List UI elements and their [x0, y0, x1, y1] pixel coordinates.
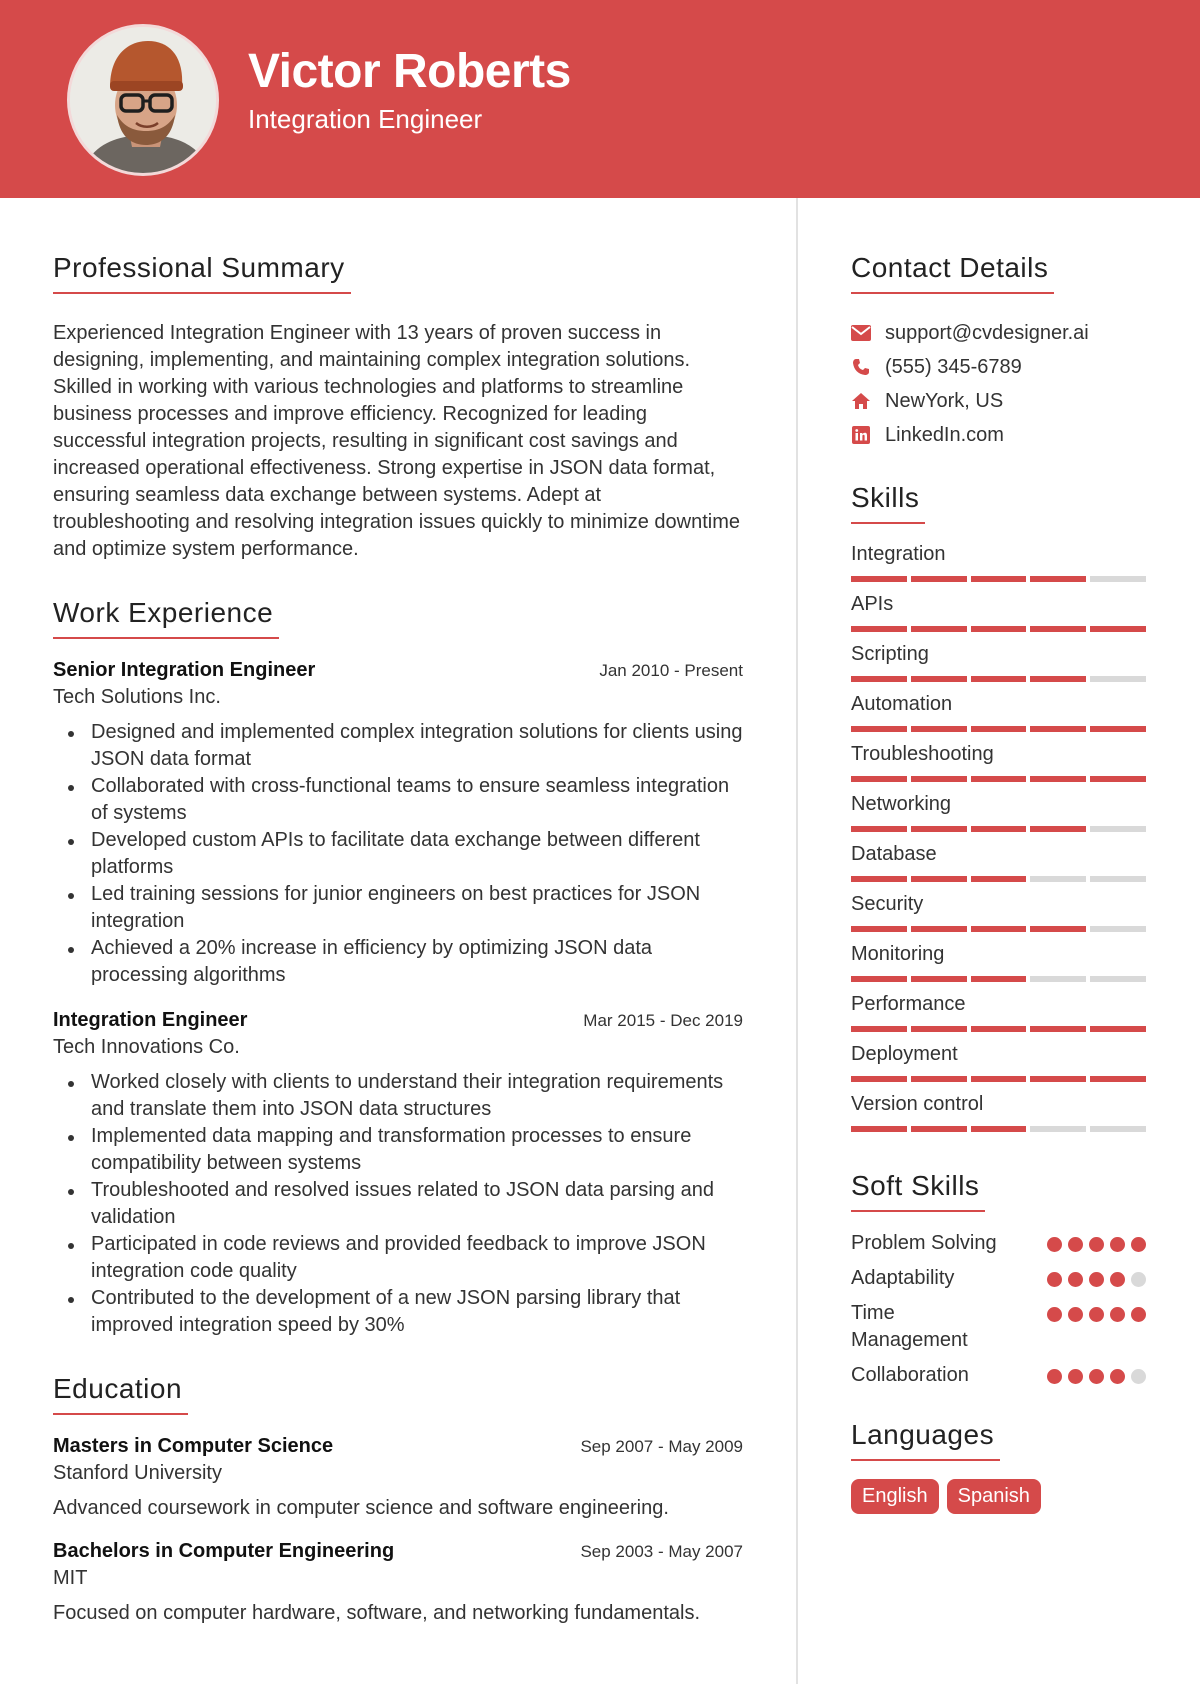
soft-skills-list — [851, 1230, 1146, 1389]
skill-level-segment — [911, 626, 967, 632]
skill-level-segment — [911, 926, 967, 932]
soft-skill-name: Time Management — [851, 1302, 968, 1351]
skill-level-bar — [851, 1026, 1146, 1032]
soft-skill-item — [851, 1300, 1146, 1354]
soft-skill-name: Problem Solving — [851, 1232, 997, 1254]
skill-item — [851, 890, 1146, 940]
skill-level-segment — [1030, 1126, 1086, 1132]
skill-name: Scripting — [851, 643, 929, 665]
job-dates: Mar 2015 - Dec 2019 — [583, 1011, 743, 1030]
home-icon — [851, 391, 871, 411]
skill-level-segment — [971, 726, 1027, 732]
skills-heading: Skills — [851, 482, 925, 524]
rating-dot — [1131, 1272, 1146, 1287]
skill-item — [851, 640, 1146, 690]
contact-text: NewYork, US — [885, 389, 1004, 412]
skill-level-segment — [971, 626, 1027, 632]
candidate-name: Victor Roberts — [248, 45, 571, 98]
resume-header — [0, 0, 1200, 198]
contact-text: support@cvdesigner.ai — [885, 321, 1089, 344]
skill-level-bar — [851, 876, 1146, 882]
skill-name: Version control — [851, 1093, 984, 1115]
skill-item — [851, 540, 1146, 590]
skill-name: Networking — [851, 793, 952, 815]
job-bullet: Led training sessions for junior engineers on best practices for JSON integration — [53, 881, 743, 935]
skill-level-segment — [1030, 676, 1086, 682]
job-bullets — [53, 1069, 743, 1339]
language-badge: English — [851, 1479, 939, 1514]
skill-level-segment — [911, 976, 967, 982]
languages-list — [851, 1479, 1146, 1514]
skills-list — [851, 540, 1146, 1140]
skills-section — [851, 482, 1146, 1140]
skill-name: Automation — [851, 693, 953, 715]
skill-level-segment — [1090, 976, 1146, 982]
rating-dot — [1047, 1272, 1062, 1287]
degree-title: Bachelors in Computer Engineering — [53, 1540, 395, 1562]
skill-level-segment — [1090, 876, 1146, 882]
soft-skill-item — [851, 1362, 1146, 1389]
soft-skill-rating — [1047, 1272, 1146, 1287]
skill-level-bar — [851, 576, 1146, 582]
skill-level-bar — [851, 676, 1146, 682]
avatar — [67, 24, 219, 176]
rating-dot — [1068, 1307, 1083, 1322]
skill-level-segment — [851, 776, 907, 782]
side-column — [851, 252, 1146, 1544]
education-description: Advanced coursework in computer science and software engineering. — [53, 1497, 669, 1519]
skill-level-segment — [1090, 1076, 1146, 1082]
rating-dot — [1110, 1369, 1125, 1384]
job-bullet: Designed and implemented complex integration solutions for clients using JSON data format — [53, 719, 743, 773]
skill-level-segment — [851, 1026, 907, 1032]
education-dates: Sep 2007 - May 2009 — [580, 1437, 743, 1456]
soft-skill-item — [851, 1230, 1146, 1257]
skill-level-segment — [971, 676, 1027, 682]
skill-level-segment — [1090, 1126, 1146, 1132]
soft-skill-rating — [1047, 1307, 1146, 1322]
summary-section — [53, 252, 743, 563]
portrait-photo — [70, 27, 219, 176]
skill-level-segment — [1030, 976, 1086, 982]
job-bullet: Collaborated with cross-functional teams to ensure seamless integration of systems — [53, 773, 743, 827]
job-company: Tech Innovations Co. — [53, 1036, 240, 1058]
skill-item — [851, 940, 1146, 990]
skill-level-segment — [851, 926, 907, 932]
job-bullet: Developed custom APIs to facilitate data exchange between different platforms — [53, 827, 743, 881]
contact-text: (555) 345-6789 — [885, 355, 1022, 378]
skill-level-segment — [851, 626, 907, 632]
contact-text: LinkedIn.com — [885, 423, 1004, 446]
job-bullet: Troubleshooted and resolved issues related to JSON data parsing and validation — [53, 1177, 743, 1231]
skill-level-segment — [1030, 1026, 1086, 1032]
education-entry — [53, 1435, 743, 1520]
skill-level-bar — [851, 926, 1146, 932]
job-entry — [53, 1009, 743, 1339]
skill-level-segment — [1030, 726, 1086, 732]
rating-dot — [1110, 1272, 1125, 1287]
summary-heading: Professional Summary — [53, 252, 351, 294]
contact-linkedin[interactable] — [851, 418, 1146, 452]
skill-level-segment — [1030, 926, 1086, 932]
school-name: Stanford University — [53, 1462, 222, 1484]
soft-skill-rating — [1047, 1369, 1146, 1384]
skill-level-bar — [851, 1126, 1146, 1132]
skill-item — [851, 590, 1146, 640]
job-title: Integration Engineer — [53, 1009, 248, 1031]
skill-item — [851, 990, 1146, 1040]
skill-level-segment — [971, 1126, 1027, 1132]
rating-dot — [1047, 1369, 1062, 1384]
rating-dot — [1131, 1369, 1146, 1384]
skill-level-segment — [971, 876, 1027, 882]
rating-dot — [1068, 1237, 1083, 1252]
skill-level-segment — [911, 776, 967, 782]
job-bullet: Worked closely with clients to understand their integration requirements and translate them into JSON data structures — [53, 1069, 743, 1123]
rating-dot — [1089, 1369, 1104, 1384]
skill-level-segment — [911, 576, 967, 582]
skill-level-segment — [911, 826, 967, 832]
job-bullet: Implemented data mapping and transformation processes to ensure compatibility between systems — [53, 1123, 743, 1177]
skill-name: Security — [851, 893, 924, 915]
contact-phone[interactable] — [851, 350, 1146, 384]
soft-skill-rating — [1047, 1237, 1146, 1252]
skill-level-bar — [851, 626, 1146, 632]
rating-dot — [1110, 1237, 1125, 1252]
skill-item — [851, 1040, 1146, 1090]
phone-icon — [851, 357, 871, 377]
contact-email[interactable] — [851, 316, 1146, 350]
language-badge: Spanish — [947, 1479, 1041, 1514]
skill-item — [851, 790, 1146, 840]
rating-dot — [1110, 1307, 1125, 1322]
soft-skill-item — [851, 1265, 1146, 1292]
skill-name: APIs — [851, 593, 894, 615]
rating-dot — [1068, 1369, 1083, 1384]
job-entry — [53, 659, 743, 989]
rating-dot — [1131, 1237, 1146, 1252]
skill-level-segment — [1030, 576, 1086, 582]
soft-skills-heading: Soft Skills — [851, 1170, 985, 1212]
summary-text: Experienced Integration Engineer with 13 years of proven success in designing, implementing, and maintaining complex integration solutions. Skilled in working with various technologies and platforms to streamline business processes and improve efficiency. Recognized for leading successful integration projects, resulting in significant cost savings and increased operational effectiveness. Strong expertise in JSON data format, ensuring seamless data exchange between systems. Adept at troubleshooting and resolving integration issues quickly to minimize downtime and optimize system performance. — [53, 322, 741, 560]
rating-dot — [1089, 1272, 1104, 1287]
skill-level-segment — [971, 776, 1027, 782]
skill-level-segment — [911, 876, 967, 882]
skill-level-segment — [851, 876, 907, 882]
skill-level-segment — [911, 1076, 967, 1082]
skill-level-segment — [1030, 1076, 1086, 1082]
main-column — [53, 252, 743, 1659]
skill-level-segment — [971, 576, 1027, 582]
skill-level-segment — [911, 1026, 967, 1032]
envelope-icon — [851, 323, 871, 343]
skill-level-segment — [971, 1076, 1027, 1082]
skill-level-segment — [851, 676, 907, 682]
skill-level-segment — [1030, 626, 1086, 632]
skill-item — [851, 690, 1146, 740]
languages-section — [851, 1419, 1146, 1514]
candidate-title: Integration Engineer — [248, 104, 483, 134]
skill-level-bar — [851, 826, 1146, 832]
degree-title: Masters in Computer Science — [53, 1435, 334, 1457]
skill-name: Database — [851, 843, 937, 865]
education-heading: Education — [53, 1373, 188, 1415]
job-dates: Jan 2010 - Present — [599, 661, 743, 680]
column-divider — [796, 198, 798, 1684]
skill-level-bar — [851, 726, 1146, 732]
education-section — [53, 1373, 743, 1625]
job-bullets — [53, 719, 743, 989]
job-bullet: Contributed to the development of a new JSON parsing library that improved integration speed by 30% — [53, 1285, 743, 1339]
skill-level-segment — [971, 826, 1027, 832]
rating-dot — [1089, 1237, 1104, 1252]
skill-level-segment — [1090, 626, 1146, 632]
job-company: Tech Solutions Inc. — [53, 686, 221, 708]
languages-heading: Languages — [851, 1419, 1000, 1461]
skill-name: Integration — [851, 543, 946, 565]
rating-dot — [1047, 1237, 1062, 1252]
skill-level-segment — [1030, 826, 1086, 832]
experience-heading: Work Experience — [53, 597, 279, 639]
skill-level-segment — [1090, 676, 1146, 682]
skill-name: Monitoring — [851, 943, 945, 965]
skill-level-segment — [1090, 926, 1146, 932]
rating-dot — [1047, 1307, 1062, 1322]
job-bullet: Participated in code reviews and provided feedback to improve JSON integration code quality — [53, 1231, 743, 1285]
linkedin-icon — [851, 425, 871, 445]
education-description: Focused on computer hardware, software, and networking fundamentals. — [53, 1602, 701, 1624]
skill-name: Deployment — [851, 1043, 958, 1065]
skill-level-segment — [1090, 726, 1146, 732]
skill-level-segment — [851, 976, 907, 982]
rating-dot — [1131, 1307, 1146, 1322]
school-name: MIT — [53, 1567, 88, 1589]
soft-skills-section — [851, 1170, 1146, 1389]
skill-level-segment — [1030, 876, 1086, 882]
education-entry — [53, 1540, 743, 1625]
skill-level-segment — [851, 1126, 907, 1132]
skill-level-segment — [1090, 576, 1146, 582]
skill-name: Troubleshooting — [851, 743, 994, 765]
contact-heading: Contact Details — [851, 252, 1054, 294]
skill-level-segment — [971, 976, 1027, 982]
skill-level-segment — [911, 1126, 967, 1132]
education-dates: Sep 2003 - May 2007 — [580, 1542, 743, 1561]
skill-level-segment — [911, 726, 967, 732]
soft-skill-name: Adaptability — [851, 1267, 955, 1289]
skill-level-segment — [1090, 826, 1146, 832]
contact-location — [851, 384, 1146, 418]
experience-section — [53, 597, 743, 1339]
soft-skill-name: Collaboration — [851, 1364, 969, 1386]
skill-level-segment — [1030, 776, 1086, 782]
skill-level-bar — [851, 976, 1146, 982]
job-bullet: Achieved a 20% increase in efficiency by optimizing JSON data processing algorithms — [53, 935, 743, 989]
skill-level-segment — [971, 926, 1027, 932]
skill-item — [851, 1090, 1146, 1140]
skill-level-segment — [851, 1076, 907, 1082]
skill-level-segment — [911, 676, 967, 682]
skill-level-segment — [971, 1026, 1027, 1032]
job-title: Senior Integration Engineer — [53, 659, 316, 681]
skill-item — [851, 840, 1146, 890]
skill-item — [851, 740, 1146, 790]
skill-name: Performance — [851, 993, 966, 1015]
skill-level-segment — [851, 576, 907, 582]
contact-section — [851, 252, 1146, 452]
skill-level-segment — [851, 726, 907, 732]
rating-dot — [1089, 1307, 1104, 1322]
skill-level-segment — [851, 826, 907, 832]
skill-level-segment — [1090, 1026, 1146, 1032]
skill-level-bar — [851, 1076, 1146, 1082]
rating-dot — [1068, 1272, 1083, 1287]
skill-level-segment — [1090, 776, 1146, 782]
skill-level-bar — [851, 776, 1146, 782]
